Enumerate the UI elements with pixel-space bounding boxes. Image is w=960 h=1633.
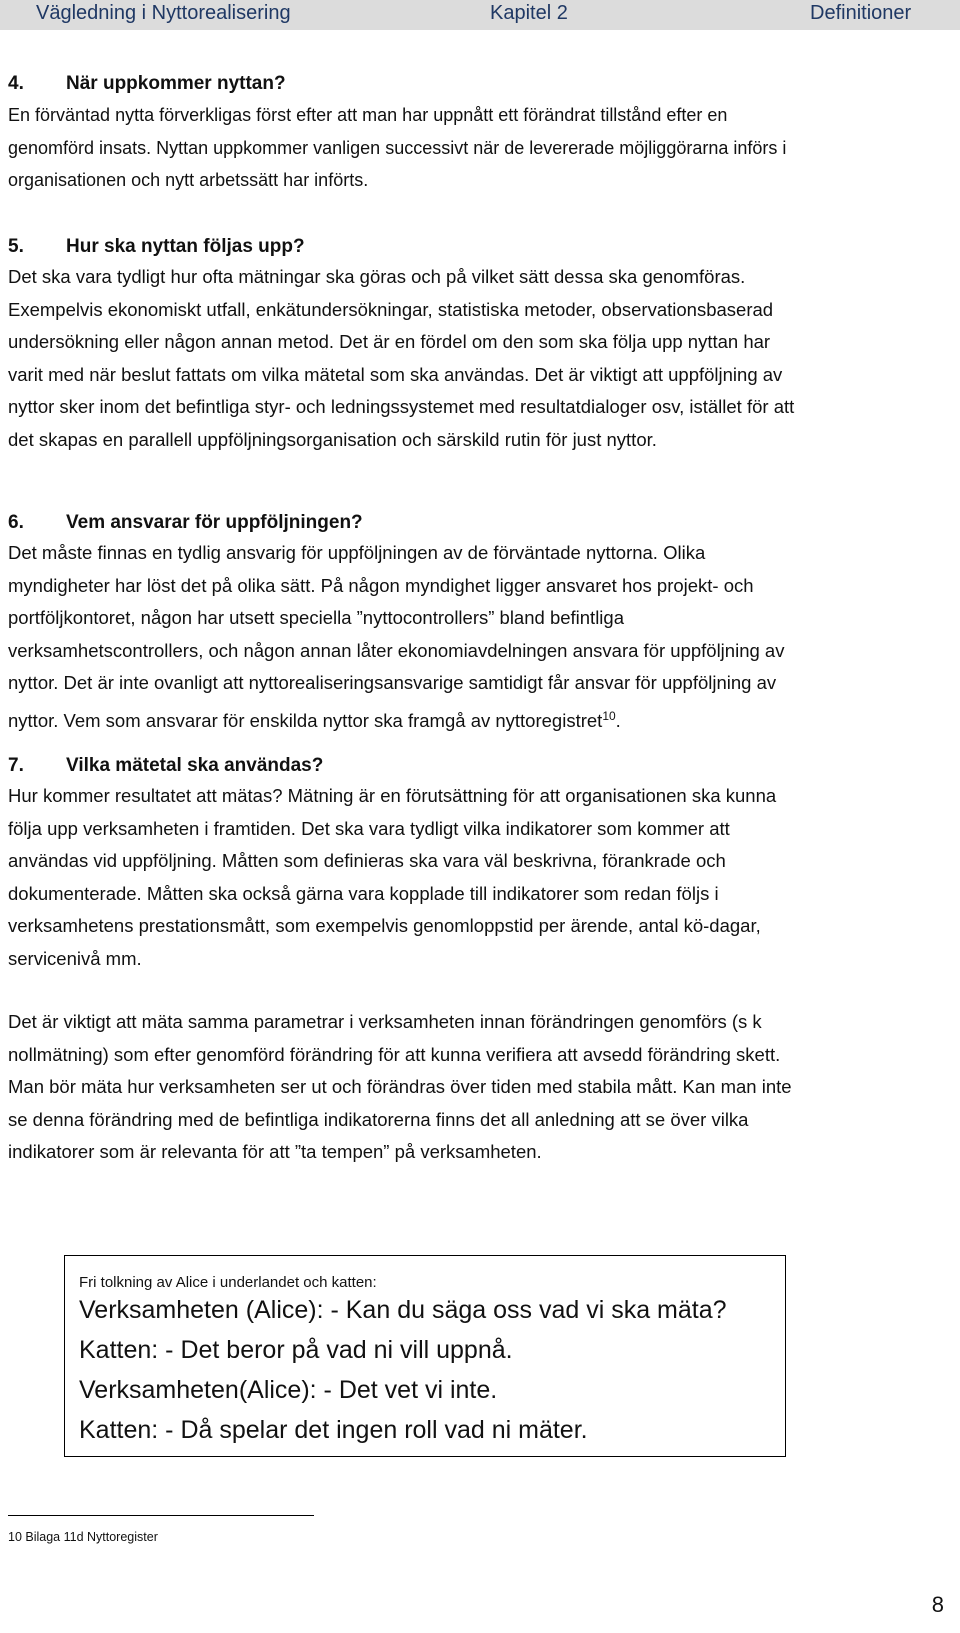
text-line: Det är viktigt att mäta samma parametrar i verksamheten innan förändringen genomförs (s k — [8, 1011, 762, 1032]
text-line: Exempelvis ekonomiskt utfall, enkätundersökningar, statistiska metoder, observationsbaserad — [8, 298, 774, 320]
quote-box — [64, 1255, 786, 1457]
text-line: Hur kommer resultatet att mätas? Mätning är en förutsättning för att organisationen ska kunna — [8, 785, 777, 806]
text-line: servicenivå mm. — [8, 947, 142, 969]
section-title: När uppkommer nyttan? — [66, 73, 286, 94]
section-5-heading — [8, 236, 305, 258]
section-title: Hur ska nyttan följas upp? — [66, 236, 305, 257]
section-title: Vilka mätetal ska användas? — [66, 755, 324, 776]
text-line: indikatorer som är relevanta för att ”ta tempen” på verksamheten. — [8, 1141, 542, 1162]
section-title: Vem ansvarar för uppföljningen? — [66, 512, 363, 533]
text-line: organisationen och nytt arbetssätt har införts. — [8, 170, 369, 190]
text-line: En förväntad nytta förverkligas först efter att man har uppnått ett förändrat tillstånd efter en — [8, 105, 728, 125]
text-line: dokumenterade. Måtten ska också gärna vara kopplade till indikatorer som redan följs i — [8, 882, 719, 904]
text-line: nyttor sker inom det befintliga styr- och ledningssystemet med resultatdialoger osv, istället för att — [8, 396, 795, 417]
text-line-with-footnote — [8, 700, 952, 738]
text-line: genomförd insats. Nyttan uppkommer vanligen successivt när de levererade möjliggörarna införs i — [8, 137, 787, 158]
quote-line: Katten: - Det beror på vad ni vill uppnå. — [79, 1336, 513, 1364]
text-line: Det måste finnas en tydlig ansvarig för uppföljningen av de förväntade nyttorna. Olika — [8, 542, 706, 563]
text-line: Man bör mäta hur verksamheten ser ut och förändras över tiden med stabila mått. Kan man inte — [8, 1076, 792, 1097]
section-6-heading — [8, 512, 363, 534]
header-section: Definitioner — [810, 2, 912, 24]
text-line: portföljkontoret, någon har utsett speciella ”nyttocontrollers” bland befintliga — [8, 607, 624, 628]
text-line: det skapas en parallell uppföljningsorganisation och särskild rutin för just nyttor. — [8, 428, 657, 450]
section-number: 4. — [8, 73, 24, 94]
section-4-body — [8, 99, 952, 197]
header-chapter: Kapitel 2 — [490, 2, 568, 24]
section-number: 6. — [8, 512, 24, 533]
text-line: Det ska vara tydligt hur ofta mätningar ska göras och på vilket sätt dessa ska genomföras. — [8, 266, 746, 287]
quote-line: Verksamheten (Alice): - Kan du säga oss vad vi ska mäta? — [79, 1296, 727, 1324]
text-line: myndigheter har löst det på olika sätt. På någon myndighet ligger ansvaret hos projekt- och — [8, 574, 754, 596]
text-line: undersökning eller någon annan metod. Det är en fördel om den som ska följa upp nyttan har — [8, 331, 771, 352]
section-7-heading — [8, 755, 323, 777]
footnote-separator — [8, 1515, 314, 1516]
section-number: 5. — [8, 236, 24, 257]
quote-line: Verksamheten(Alice): - Det vet vi inte. — [79, 1376, 498, 1404]
text-line: se denna förändring med de befintliga indikatorerna finns det all anledning att se över vilka — [8, 1108, 749, 1130]
footnote-text: 10 Bilaga 11d Nyttoregister — [8, 1530, 158, 1544]
section-5-body — [8, 261, 952, 456]
text-line: användas vid uppföljning. Måtten som definieras ska vara väl beskrivna, förankrade och — [8, 850, 726, 871]
section-number: 7. — [8, 755, 24, 776]
quote-line: Katten: - Då spelar det ingen roll vad ni mäter. — [79, 1416, 588, 1444]
section-6-body — [8, 537, 952, 737]
header-document-title: Vägledning i Nyttorealisering — [36, 2, 291, 24]
page-header — [0, 0, 960, 30]
footnote-reference[interactable]: 10 — [602, 708, 616, 723]
section-4-heading — [8, 73, 286, 95]
closing-paragraph — [8, 1006, 952, 1169]
text-fragment: . — [615, 709, 621, 731]
section-7-body — [8, 780, 952, 975]
text-line: följa upp verksamheten i framtiden. Det ska vara tydligt vilka indikatorer som kommer att — [8, 817, 730, 839]
text-line: varit med när beslut fattats om vilka mätetal som ska användas. Det är viktigt att uppföljning av — [8, 363, 783, 385]
page-number: 8 — [931, 1592, 944, 1617]
text-fragment: nyttor. Vem som ansvarar för enskilda nyttor ska framgå av nyttoregistret — [8, 709, 603, 731]
quote-box-caption: Fri tolkning av Alice i underlandet och katten: — [79, 1274, 377, 1291]
text-line: verksamhetscontrollers, och någon annan låter ekonomiavdelningen ansvara för uppföljning av — [8, 639, 785, 661]
text-line: nyttor. Det är inte ovanligt att nyttorealiseringsansvarige samtidigt får ansvar för uppföljning av — [8, 672, 777, 693]
text-line: verksamhetens prestationsmått, som exempelvis genomloppstid per ärende, antal kö-dagar, — [8, 915, 761, 936]
text-line: nollmätning) som efter genomförd förändring för att kunna verifiera att avsedd förändring skett. — [8, 1043, 781, 1065]
